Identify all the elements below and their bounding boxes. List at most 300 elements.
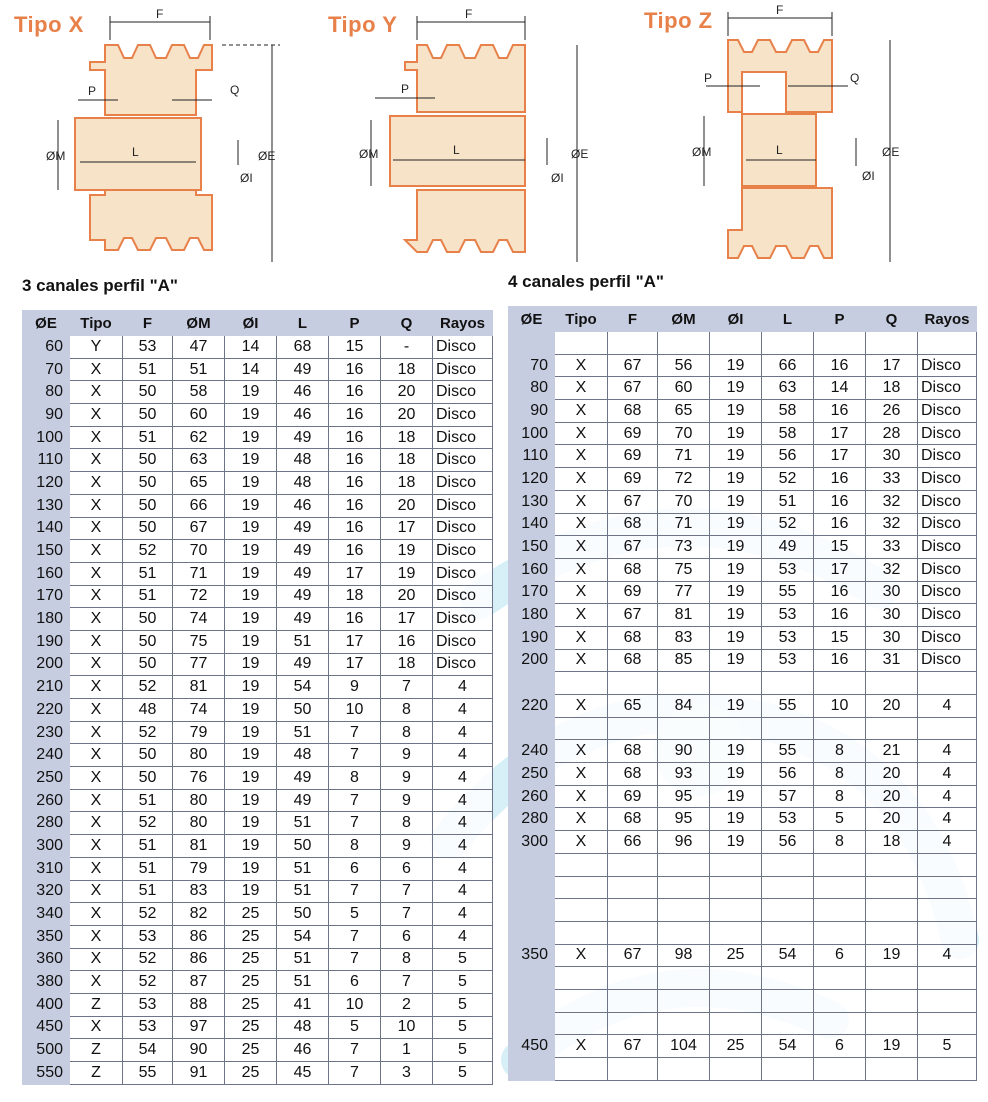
table-cell: 25 [225,948,277,971]
label-f: F [465,7,473,21]
table-cell: 50 [123,404,173,427]
table-cell: Disco [433,494,493,517]
table-row [509,1012,977,1035]
table-cell: 71 [658,513,710,536]
table-cell: 7 [329,789,381,812]
table-cell: X [555,626,608,649]
table-row [23,562,493,585]
diameter-cell: 350 [509,944,555,967]
diameter-cell: 80 [23,381,70,404]
table-cell: 19 [225,812,277,835]
table-cell: 70 [658,422,710,445]
table-row [23,540,493,563]
table-cell: 83 [658,626,710,649]
table-cell [918,717,977,740]
column-header: Q [866,307,918,332]
table-cell [918,1012,977,1035]
table-row [509,921,977,944]
table-cell: 9 [381,744,433,767]
table-cell: X [555,740,608,763]
table-cell: 74 [173,699,225,722]
table-cell: Disco [433,381,493,404]
table-cell: 74 [173,608,225,631]
diameter-cell: 190 [509,626,555,649]
table-cell [814,1058,866,1081]
table-cell: 8 [381,721,433,744]
table-cell: 20 [381,381,433,404]
table-row [23,585,493,608]
table-cell: 96 [658,831,710,854]
table-cell: 51 [277,948,329,971]
diameter-cell [509,899,555,922]
table-cell: 32 [866,513,918,536]
table-cell: 69 [608,785,658,808]
table-cell [866,921,918,944]
table-cell: 4 [918,808,977,831]
table-cell: 55 [123,1062,173,1085]
table-row [509,717,977,740]
table-cell: 8 [381,699,433,722]
table-cell: 5 [433,1016,493,1039]
table-cell: 16 [329,426,381,449]
table-cell: 31 [866,649,918,672]
table-cell: 50 [277,903,329,926]
table-cell: 50 [123,449,173,472]
table-cell: 48 [277,744,329,767]
table-cell [555,853,608,876]
table-row [509,513,977,536]
column-header: P [329,311,381,336]
table-cell: 68 [608,808,658,831]
table-cell: 48 [277,449,329,472]
table-cell: 83 [173,880,225,903]
table-cell: 19 [710,445,762,468]
table-row [23,426,493,449]
table-cell [814,1012,866,1035]
table-cell: 68 [608,763,658,786]
table-cell: 16 [329,472,381,495]
table-cell: 19 [710,558,762,581]
label-p: P [704,71,713,85]
table-cell: 19 [225,857,277,880]
table-cell [555,1058,608,1081]
table-cell: 16 [329,381,381,404]
table-cell: 16 [814,581,866,604]
table-cell: 81 [173,835,225,858]
table-cell: 104 [658,1035,710,1058]
table-row [509,445,977,468]
table-cell: 46 [277,404,329,427]
table-cell: 5 [329,1016,381,1039]
table-cell: 87 [173,971,225,994]
table-cell: 19 [225,562,277,585]
table-cell: 51 [123,857,173,880]
table-cell: 8 [329,835,381,858]
table-cell: 17 [814,445,866,468]
table-cell: 9 [329,676,381,699]
table-cell: 71 [173,562,225,585]
table-cell: Disco [918,558,977,581]
table-cell: 51 [762,490,814,513]
table-cell [710,921,762,944]
table-cell: 25 [710,1035,762,1058]
table-cell: 48 [123,699,173,722]
table-row [23,993,493,1016]
table-cell: 19 [225,494,277,517]
table-cell [918,672,977,695]
table-cell: 7 [329,744,381,767]
table-cell: 8 [814,785,866,808]
table-cell [762,967,814,990]
table-cell [710,899,762,922]
label-i: ØI [551,171,564,185]
table-cell: 10 [814,695,866,718]
label-l: L [776,143,783,157]
table-cell: 19 [225,699,277,722]
table-cell [658,853,710,876]
table-cell: 20 [381,585,433,608]
table-cell: 97 [173,1016,225,1039]
table-row [509,1058,977,1081]
table-cell [658,989,710,1012]
diameter-cell: 280 [509,808,555,831]
table-row [23,404,493,427]
table-row [23,653,493,676]
table-cell [918,921,977,944]
table-cell: 65 [608,695,658,718]
table-cell: 67 [608,604,658,627]
table-cell: 6 [329,857,381,880]
table-cell: 48 [277,1016,329,1039]
table-cell: 28 [866,422,918,445]
table-cell: 91 [173,1062,225,1085]
table-row [23,971,493,994]
table-cell: 51 [123,789,173,812]
label-e: ØE [882,145,900,159]
table-cell: 51 [277,812,329,835]
table-cell: 10 [329,993,381,1016]
table-cell: Disco [918,536,977,559]
column-header: L [277,311,329,336]
table-cell: 79 [173,721,225,744]
table-cell: 19 [710,763,762,786]
diameter-cell: 360 [23,948,70,971]
table-cell: 72 [658,468,710,491]
table-cell: 54 [123,1039,173,1062]
table-row [23,676,493,699]
table-cell: 51 [173,358,225,381]
label-i: ØI [240,171,253,185]
diagram-title: Tipo Y [328,12,398,37]
label-m: ØM [359,147,379,161]
table-cell [866,989,918,1012]
table-cell: 66 [173,494,225,517]
table-cell: 30 [866,626,918,649]
table-cell: X [555,1035,608,1058]
table-cell: 19 [225,676,277,699]
table-cell: 52 [123,903,173,926]
table-cell: 8 [814,763,866,786]
table-cell: 4 [918,785,977,808]
table-cell: X [555,400,608,423]
diameter-cell: 220 [509,695,555,718]
table-cell: 4 [433,789,493,812]
table-cell: 1 [381,1039,433,1062]
table-cell: 50 [123,517,173,540]
table-cell: 7 [329,812,381,835]
diameter-cell: 120 [509,468,555,491]
table-cell: 19 [710,649,762,672]
label-f: F [776,3,784,17]
table-cell: 5 [433,993,493,1016]
table-cell: 16 [814,490,866,513]
diameter-cell: 210 [23,676,70,699]
table-cell: 51 [123,358,173,381]
table-cell: 17 [381,517,433,540]
table-cell: X [555,785,608,808]
table-cell: 19 [225,517,277,540]
table-cell: 53 [123,993,173,1016]
table-cell: 85 [658,649,710,672]
column-header: ØE [509,307,555,332]
table-row [509,763,977,786]
diameter-cell [509,1012,555,1035]
diameter-cell: 140 [509,513,555,536]
table-cell [762,672,814,695]
table-cell: 4 [433,903,493,926]
table-cell: 18 [866,377,918,400]
table-cell [658,876,710,899]
table-row [509,581,977,604]
diameter-cell: 170 [23,585,70,608]
table-cell: 51 [277,630,329,653]
table-row [23,721,493,744]
table-row [23,1062,493,1085]
table-cell: X [555,604,608,627]
table-cell: 30 [866,604,918,627]
table-cell: 49 [277,517,329,540]
table-cell [918,989,977,1012]
table-row [509,853,977,876]
table-cell: 17 [814,422,866,445]
table-cell: 5 [433,1039,493,1062]
table-cell: 63 [173,449,225,472]
table-cell: 51 [123,585,173,608]
table-cell: 4 [433,767,493,790]
table-cell: 49 [277,562,329,585]
table-cell: 49 [277,358,329,381]
diameter-cell: 200 [509,649,555,672]
table-cell: 93 [658,763,710,786]
table-cell: 46 [277,494,329,517]
table-cell: Disco [433,585,493,608]
table-header-row [509,307,977,332]
diameter-cell: 550 [23,1062,70,1085]
table-cell: 65 [658,400,710,423]
table-row [509,695,977,718]
table-cell: 63 [762,377,814,400]
table-cell: 84 [658,695,710,718]
table-cell: 9 [381,767,433,790]
table-cell: 25 [225,903,277,926]
table-cell: 50 [277,699,329,722]
table-cell: 5 [433,971,493,994]
table-cell: X [70,472,123,495]
table-cell [762,717,814,740]
table-cell: 19 [381,540,433,563]
table-cell: 7 [381,971,433,994]
table-cell: 25 [710,944,762,967]
table-cell: Disco [918,581,977,604]
table-cell [555,921,608,944]
table-row [509,785,977,808]
table-row [23,789,493,812]
table-cell: 46 [277,381,329,404]
table-cell: 19 [710,740,762,763]
table-cell: 20 [866,695,918,718]
table-cell: Y [70,336,123,359]
table-cell: 73 [658,536,710,559]
table-cell: X [555,581,608,604]
table-cell [555,876,608,899]
diameter-cell [509,967,555,990]
table-cell [608,967,658,990]
table-cell: 69 [608,468,658,491]
table-row [23,812,493,835]
diameter-cell [509,921,555,944]
table-cell: 19 [381,562,433,585]
diameter-cell: 160 [23,562,70,585]
table-cell: X [70,404,123,427]
table-cell: 16 [814,354,866,377]
table-cell: 80 [173,744,225,767]
table-cell: X [70,835,123,858]
table-cell: Disco [433,653,493,676]
table-cell: X [555,558,608,581]
table-cell: 57 [762,785,814,808]
table3-title: 3 canales perfil "A" [22,276,178,295]
table-cell: 19 [710,377,762,400]
table-cell: 25 [225,971,277,994]
table-row [23,925,493,948]
table-cell: 50 [123,494,173,517]
table-cell: X [555,536,608,559]
table-cell: 49 [277,608,329,631]
table-cell: X [555,490,608,513]
column-header: P [814,307,866,332]
table-cell: X [70,721,123,744]
table-cell: Disco [433,562,493,585]
table-cell [866,853,918,876]
table-row [23,880,493,903]
table-cell: 5 [814,808,866,831]
table-cell: 60 [658,377,710,400]
table-cell: 19 [866,944,918,967]
column-header: Rayos [433,311,493,336]
table-cell: Disco [918,626,977,649]
table-cell: 90 [658,740,710,763]
diameter-cell: 130 [509,490,555,513]
table-cell: 17 [866,354,918,377]
table-cell: 20 [381,494,433,517]
table-cell [608,1058,658,1081]
table-cell [710,672,762,695]
table-cell: 52 [123,721,173,744]
table-cell: X [555,808,608,831]
table-cell: 4 [433,812,493,835]
table-row [509,558,977,581]
diagram-tipo-z [640,0,980,270]
table-cell [710,717,762,740]
table-cell: 4 [918,831,977,854]
table-cell: 8 [329,767,381,790]
table-cell [762,921,814,944]
table-cell: 33 [866,468,918,491]
table-row [23,767,493,790]
table-cell [608,1012,658,1035]
table-cell: 2 [381,993,433,1016]
table-cell: 4 [918,740,977,763]
table-cell: 53 [762,808,814,831]
table-cell: X [70,789,123,812]
table-cell: 58 [762,400,814,423]
table-row [23,903,493,926]
diameter-cell: 240 [23,744,70,767]
table-cell: 19 [225,540,277,563]
table-row [23,608,493,631]
table-row [23,472,493,495]
table-cell: 32 [866,490,918,513]
table-row [509,967,977,990]
table-cell: 9 [381,789,433,812]
table-cell [814,717,866,740]
table-row [23,744,493,767]
table-cell: 95 [658,785,710,808]
table-cell: 52 [762,513,814,536]
diameter-cell: 230 [23,721,70,744]
table-cell: 50 [123,381,173,404]
table-cell: 14 [225,358,277,381]
table-cell: 65 [173,472,225,495]
table-cell: 4 [433,925,493,948]
label-l: L [132,145,139,159]
table-row [23,835,493,858]
diameter-cell [509,989,555,1012]
table-cell: 19 [225,381,277,404]
table-cell [555,899,608,922]
table-cell: 6 [814,1035,866,1058]
table-cell: 18 [381,358,433,381]
table-cell: 18 [381,426,433,449]
table-cell: Disco [433,426,493,449]
table-cell: 19 [225,721,277,744]
table-cell: X [70,562,123,585]
table-row [23,699,493,722]
table-cell [710,876,762,899]
table-cell: 20 [866,785,918,808]
table-cell [658,672,710,695]
diameter-cell: 60 [23,336,70,359]
table-cell: 14 [814,377,866,400]
table-cell: Disco [433,608,493,631]
table-cell: Disco [918,354,977,377]
column-header: ØM [658,307,710,332]
table-cell: 49 [277,653,329,676]
diameter-cell: 120 [23,472,70,495]
table-cell: 50 [123,653,173,676]
table-cell [814,899,866,922]
table-cell [608,876,658,899]
